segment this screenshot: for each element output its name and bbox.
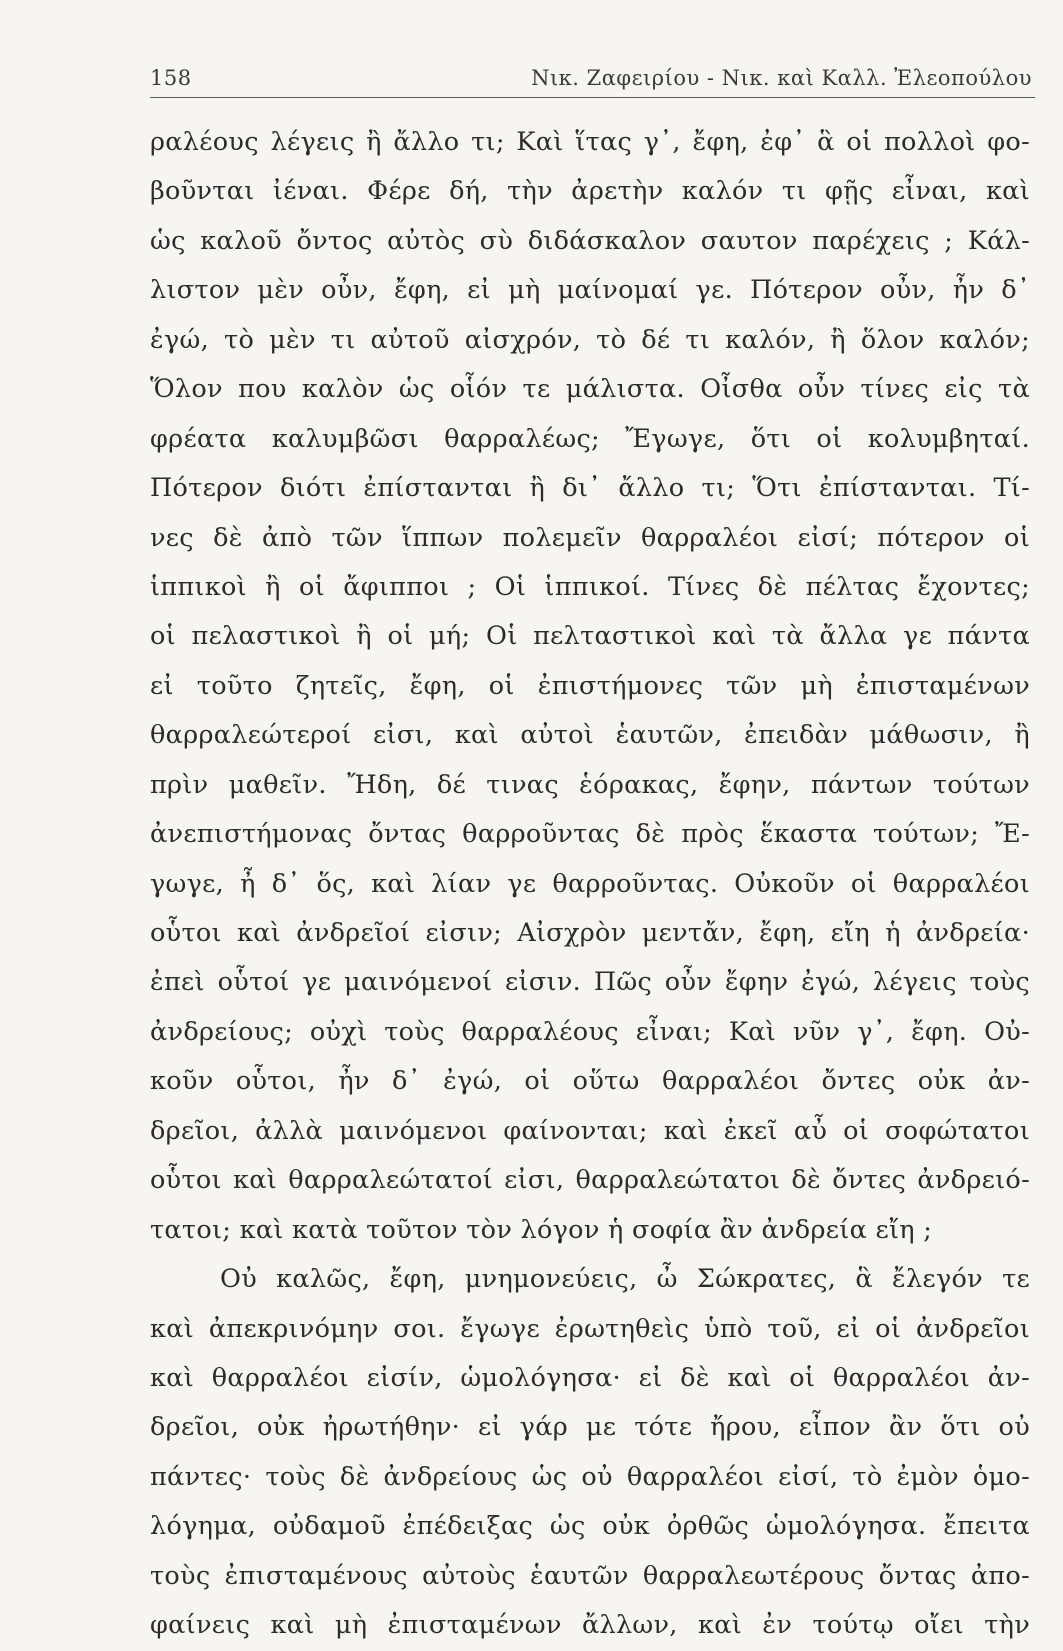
text-line: ὡς καλοῦ ὄντος αὐτὸς σὺ διδάσκαλον σαυτον παρέχεις ; Κάλ- (150, 225, 1030, 256)
text-line: λιστον μὲν οὖν, ἔφη, εἰ μὴ μαίνομαί γε. Πότερον οὖν, ἦν δ᾿ (150, 275, 1030, 306)
header-rule (150, 97, 1035, 98)
text-line: Πότερον διότι ἐπίστανται ἢ δι᾿ ἄλλο τι; Ὅτι ἐπίστανται. Τί- (150, 473, 1030, 504)
running-head (150, 50, 1032, 90)
running-title: Νικ. Ζαφειρίου - Νικ. καὶ Καλλ. Ἐλεοπούλου (531, 66, 1032, 90)
text-line: ἀνεπιστήμονας ὄντας θαρροῦντας δὲ πρὸς ἕκαστα τούτων; Ἔ- (150, 819, 1030, 850)
text-line: φρέατα καλυμβῶσι θαρραλέως; Ἔγωγε, ὅτι οἱ κολυμβηταί. (150, 423, 1030, 454)
text-line: ἐγώ, τὸ μὲν τι αὐτοῦ αἰσχρόν, τὸ δέ τι καλόν, ἢ ὅλον καλόν; (150, 324, 1030, 355)
text-line: οὗτοι καὶ ἀνδρεῖοί εἰσιν; Αἰσχρὸν μεντἄν, ἔφη, εἴη ἡ ἀνδρεία· (150, 918, 1030, 948)
text-line: ραλέους λέγεις ἢ ἄλλο τι; Καὶ ἵτας γ᾿, ἔφη, ἐφ᾿ ἃ οἱ πολλοὶ φο- (150, 127, 1030, 157)
paragraph-first-line: Οὐ καλῶς, ἔφη, μνημονεύεις, ὦ Σώκρατες, ἃ ἔλεγόν τε (220, 1264, 1030, 1295)
text-line: ἐπεὶ οὗτοί γε μαινόμενοί εἰσιν. Πῶς οὖν ἔφην ἐγώ, λέγεις τοὺς (150, 967, 1030, 998)
text-line: λόγημα, οὐδαμοῦ ἐπέδειξας ὡς οὐκ ὀρθῶς ὡμολόγησα. ἔπειτα (150, 1511, 1030, 1542)
text-line: τοὺς ἐπισταμένους αὐτοὺς ἑαυτῶν θαρραλεωτέρους ὄντας ἀπο- (150, 1560, 1030, 1591)
text-line: νες δὲ ἀπὸ τῶν ἵππων πολεμεῖν θαρραλέοι εἰσί; πότερον οἱ (150, 522, 1030, 553)
text-line: οἱ πελαστικοὶ ἢ οἱ μή; Οἱ πελταστικοὶ καὶ τὰ ἄλλα γε πάντα (150, 621, 1030, 652)
page-number: 158 (150, 66, 192, 90)
body-text (150, 118, 1030, 1651)
text-line: γωγε, ἦ δ᾿ ὅς, καὶ λίαν γε θαρροῦντας. Οὐκοῦν οἱ θαρραλέοι (150, 868, 1030, 899)
text-line: καὶ θαρραλέοι εἰσίν, ὡμολόγησα· εἰ δὲ καὶ οἱ θαρραλέοι ἀν- (150, 1362, 1030, 1393)
text-line: κοῦν οὗτοι, ἦν δ᾿ ἐγώ, οἱ οὕτω θαρραλέοι ὄντες οὐκ ἀν- (150, 1066, 1030, 1097)
text-line: θαρραλεώτεροί εἰσι, καὶ αὐτοὶ ἑαυτῶν, ἐπειδὰν μάθωσιν, ἢ (150, 720, 1030, 751)
text-line: τατοι; καὶ κατὰ τοῦτον τὸν λόγον ἡ σοφία ἂν ἀνδρεία εἴη ; (150, 1214, 933, 1245)
text-line: οὗτοι καὶ θαρραλεώτατοί εἰσι, θαρραλεώτατοι δὲ ὄντες ἀνδρειό- (150, 1165, 1030, 1196)
text-line: δρεῖοι, οὐκ ἠρωτήθην· εἰ γάρ με τότε ἤρου, εἶπον ἂν ὅτι οὐ (150, 1412, 1030, 1443)
text-line: πρὶν μαθεῖν. Ἤδη, δέ τινας ἑόρακας, ἔφην, πάντων τούτων (150, 769, 1030, 800)
text-line: καὶ ἀπεκρινόμην σοι. ἔγωγε ἐρωτηθεὶς ὑπὸ τοῦ, εἰ οἱ ἀνδρεῖοι (150, 1313, 1030, 1344)
text-line: βοῦνται ἰέναι. Φέρε δή, τὴν ἀρετὴν καλόν τι φῇς εἶναι, καὶ (150, 176, 1030, 207)
text-line: ἀνδρείους; οὐχὶ τοὺς θαρραλέους εἶναι; Καὶ νῦν γ᾿, ἔφη. Οὐ- (150, 1016, 1030, 1047)
text-line: δρεῖοι, ἀλλὰ μαινόμενοι φαίνονται; καὶ ἐκεῖ αὖ οἱ σοφώτατοι (150, 1115, 1030, 1146)
text-line: Ὅλον που καλὸν ὡς οἷόν τε μάλιστα. Οἶσθα οὖν τίνες εἰς τὰ (150, 374, 1030, 405)
text-line: εἰ τοῦτο ζητεῖς, ἔφη, οἱ ἐπιστήμονες τῶν μὴ ἐπισταμένων (150, 670, 1030, 701)
text-line: φαίνεις καὶ μὴ ἐπισταμένων ἄλλων, καὶ ἐν τούτῳ οἴει τὴν (150, 1610, 1030, 1641)
text-line: ἱππικοὶ ἢ οἱ ἄφιπποι ; Οἱ ἱππικοί. Τίνες δὲ πέλτας ἔχοντες; (150, 571, 1030, 602)
text-line: πάντες· τοὺς δὲ ἀνδρείους ὡς οὐ θαρραλέοι εἰσί, τὸ ἐμὸν ὁμο- (150, 1461, 1030, 1492)
